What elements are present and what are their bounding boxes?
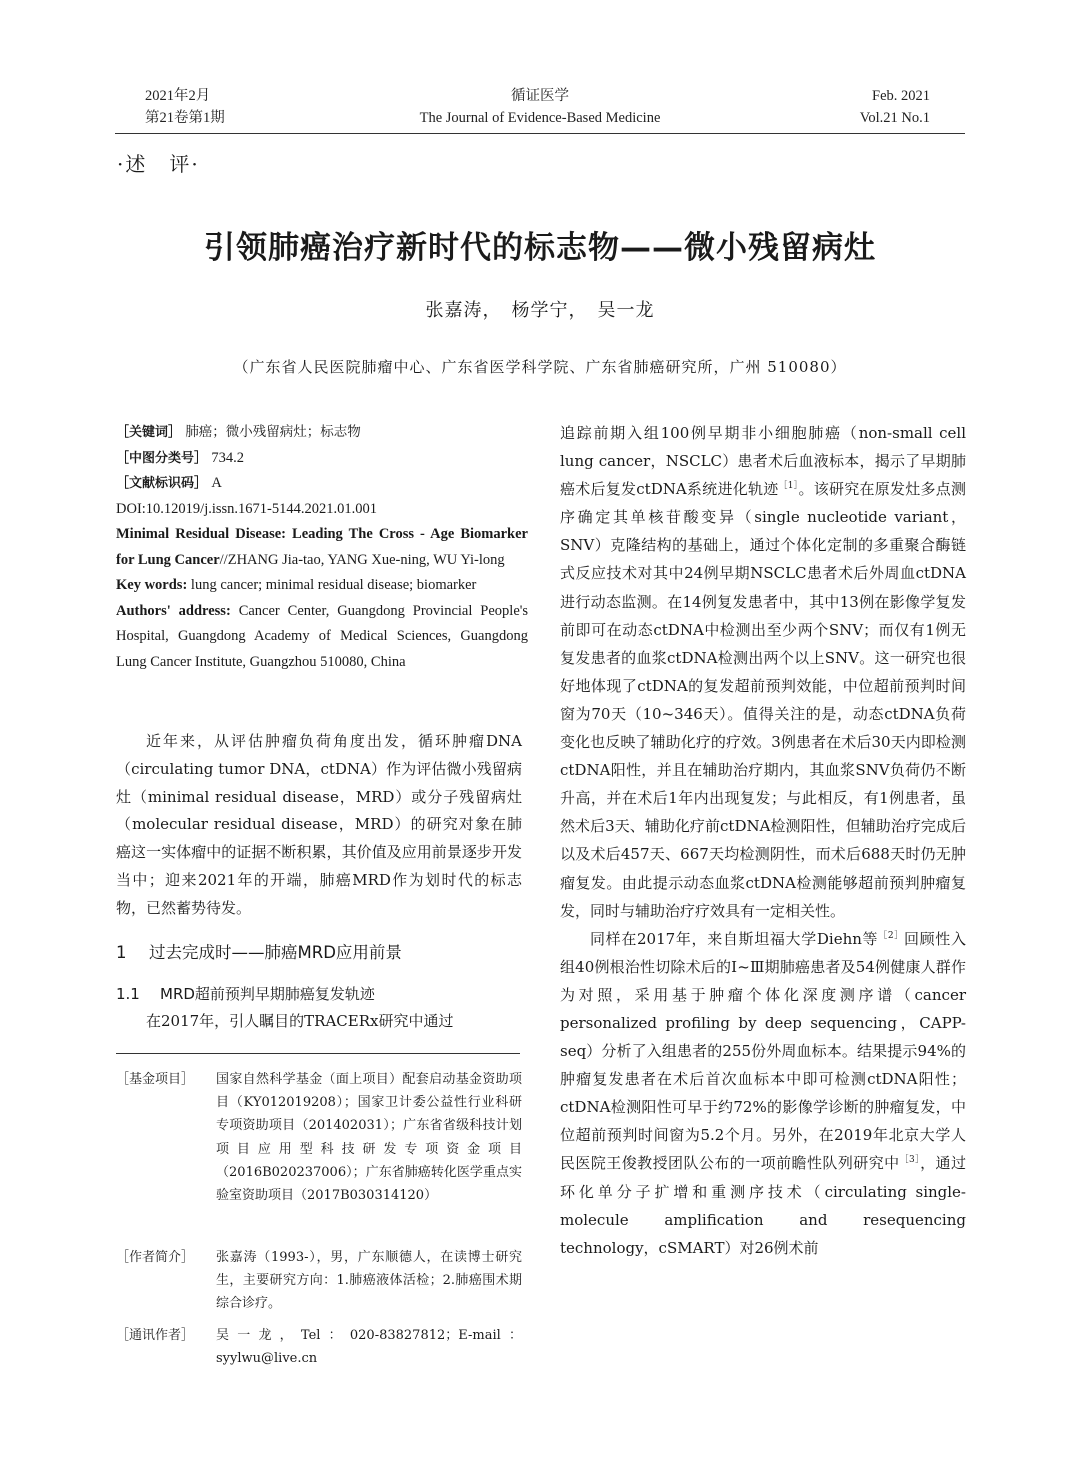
paragraph-tracerx [560,419,966,925]
section-1-1-title: MRD超前预判早期肺癌复发轨迹 [160,985,375,1003]
header-right [860,85,930,129]
intro-paragraph: 近年来，从评估肿瘤负荷角度出发，循环肿瘤DNA（circulating tumor DNA，ctDNA）作为评估微小残留病灶（minimal residual disease，MRD）或分子残留病灶（molecular residual disease，MRD）的研究对象在肺癌这一实体瘤中的证据不断积累，其价值及应用前景逐步开发当中；迎来2021年的开端，肺癌MRD作为划时代的标志物，已然蓄势待发。 [116,732,522,917]
english-address: Cancer Center, Guangdong Provincial People's Hospital, Guangdong Academy of Medical Sciences, Guangdong Lung Cancer Institute, Guangzhou 510080, China [116,602,529,670]
corresponding-label: ［通讯作者］ [116,1328,195,1343]
paragraph-stanford [560,925,966,1262]
header-volume-en: Vol.21 No.1 [859,110,930,126]
english-title: Minimal Residual Disease: Leading The Cross - Age Biomarker for Lung Cancer [116,526,528,568]
clc-number: 734.2 [211,449,244,466]
section-1-1-heading [116,983,375,1004]
doi[interactable]: DOI:10.12019/j.issn.1671-5144.2021.01.001 [116,500,377,517]
english-title-block [116,522,528,573]
header-divider [115,133,965,134]
section-1-heading [116,939,402,963]
footnote-divider [116,1053,520,1054]
english-keywords-block [116,573,528,599]
paragraph-tracerx-part2: 。该研究在原发灶多点测序确定其单核苷酸变异（single nucleotide variant，SNV）克隆结构的基础上，通过个体化定制的多重聚合酶链式反应技术对其中24例早期NSCLC患者术后外周血ctDNA进行动态监测。在14例复发患者中，其中13例在影像学复发前即可在动态ctDNA中检测出至少两个SNV；而仅有1例无复发患者的血浆ctDNA检测出两个以上SNV。这一研究也很好地体现了ctDNA的复发超前预判效能，中位超前预判时间窗为70天（10~346天）。值得关注的是，动态ctDNA负荷变化也反映了辅助化疗的疗效。3例患者在术后30天内即检测ctDNA阳性，并且在辅助治疗期内，其血浆SNV负荷仍不断升高，并在术后1年内出现复发；与此相反，有1例患者，虽然术后3天、辅助化疗前ctDNA检测阳性，但辅助治疗完成后以及术后457天、667天均检测阴性，而术后688天时仍无肿瘤复发。由此提示动态血浆ctDNA检测能够超前预判肿瘤复发，同时与辅助治疗疗效具有一定相关性。 [560,480,966,920]
header-volume: 第21卷第1期 [145,110,225,126]
footnote-corresponding [116,1324,522,1370]
header-date: 2021年2月 [145,88,211,104]
english-keywords-label: Key words: [116,577,188,593]
journal-name-cn: 循证医学 [511,88,569,104]
paragraph-stanford-part1: 同样在2017年，来自斯坦福大学Diehn等 [590,929,879,948]
clc-line [116,446,528,472]
author-bio-text: 张嘉涛（1993-），男，广东顺德人，在读博士研究生，主要研究方向：1.肺癌液体活检；2.肺癌围术期综合诊疗。 [216,1250,522,1312]
section-tag: ·述 评· [117,152,200,176]
paragraph-stanford-part2: 回顾性入组40例根治性切除术后的Ⅰ~Ⅲ期肺癌患者及54例健康人群作为对照，采用基于肿瘤个体化深度测序谱（cancer personalized profiling by deep sequencing，CAPP-seq）分析了入组患者的255份外周血标本。结果提示94%的肿瘤复发患者在术后首次血标本中即可检测ctDNA阳性；ctDNA检测阳性可早于约72%的影像学诊断的肿瘤复发，中位超前预判时间窗为5.2个月。另外，在2019年北京大学人民医院王俊教授团队公布的一项前瞻性队列研究中 [560,929,966,1173]
clc-label: ［中图分类号］ [116,450,208,466]
article-authors: 张嘉涛， 杨学宁， 吴一龙 [425,300,655,321]
article-metadata [116,420,528,675]
paragraph-tracerx-part1: 追踪前期入组100例早期非小细胞肺癌（non-small cell lung cancer，NSCLC）患者术后血液标本，揭示了早期肺癌术后复发ctDNA系统进化轨迹 [560,424,966,499]
fund-label: ［基金项目］ [116,1072,195,1087]
footnote-author [116,1246,522,1316]
english-keywords: lung cancer; minimal residual disease; biomarker [187,577,477,593]
intro-section [116,728,522,923]
reference-3[interactable]: ［3］ [899,1155,921,1166]
doc-code-line [116,471,528,497]
article-title: 引领肺癌治疗新时代的标志物——微小残留病灶 [204,230,876,266]
section-1-1-paragraph: 在2017年，引人瞩目的TRACERx研究中通过 [146,1012,454,1030]
english-authors: //ZHANG Jia-tao, YANG Xue-ning, WU Yi-long [219,551,505,568]
section-1-number: 1 [116,943,127,962]
keywords-label: ［关键词］ [116,425,182,440]
doc-code: A [211,475,222,491]
doc-code-label: ［文献标识码］ [116,476,208,491]
journal-name-en: The Journal of Evidence-Based Medicine [419,110,661,126]
reference-2[interactable]: ［2］ [878,930,904,941]
english-address-label: Authors' address: [116,602,231,619]
paragraph-stanford-part3: ，通过环化单分子扩增和重测序技术（circulating single-molecule amplification and resequencing technology，cSMART）对26例术前 [560,1154,966,1257]
fund-text: 国家自然科学基金（面上项目）配套启动基金资助项目（KY012019208）；国家卫计委公益性行业科研专项资助项目（201402031）；广东省省级科技计划项目应用型科技研发专项资金项目（2016B020237006）；广东省肺癌转化医学重点实验室资助项目（2017B030314120） [216,1072,522,1204]
right-column [560,419,966,1262]
author-bio-label: ［作者简介］ [116,1250,195,1265]
reference-1[interactable]: ［1］ [778,481,799,492]
keywords-line [116,420,528,446]
footnote-fund [116,1068,522,1207]
section-1-1-number: 1.1 [116,985,140,1003]
english-address-block [116,599,528,676]
corresponding-text: 吴一龙，Tel：020-83827812；E-mail：syylwu@live.cn [216,1328,522,1367]
keywords: 肺癌；微小残留病灶；标志物 [185,424,361,440]
section-1-title: 过去完成时——肺癌MRD应用前景 [149,943,402,962]
article-affiliation: （广东省人民医院肺瘤中心、广东省医学科学院、广东省肺癌研究所，广州 510080） [233,358,847,376]
header-date-en: Feb. 2021 [872,88,930,104]
